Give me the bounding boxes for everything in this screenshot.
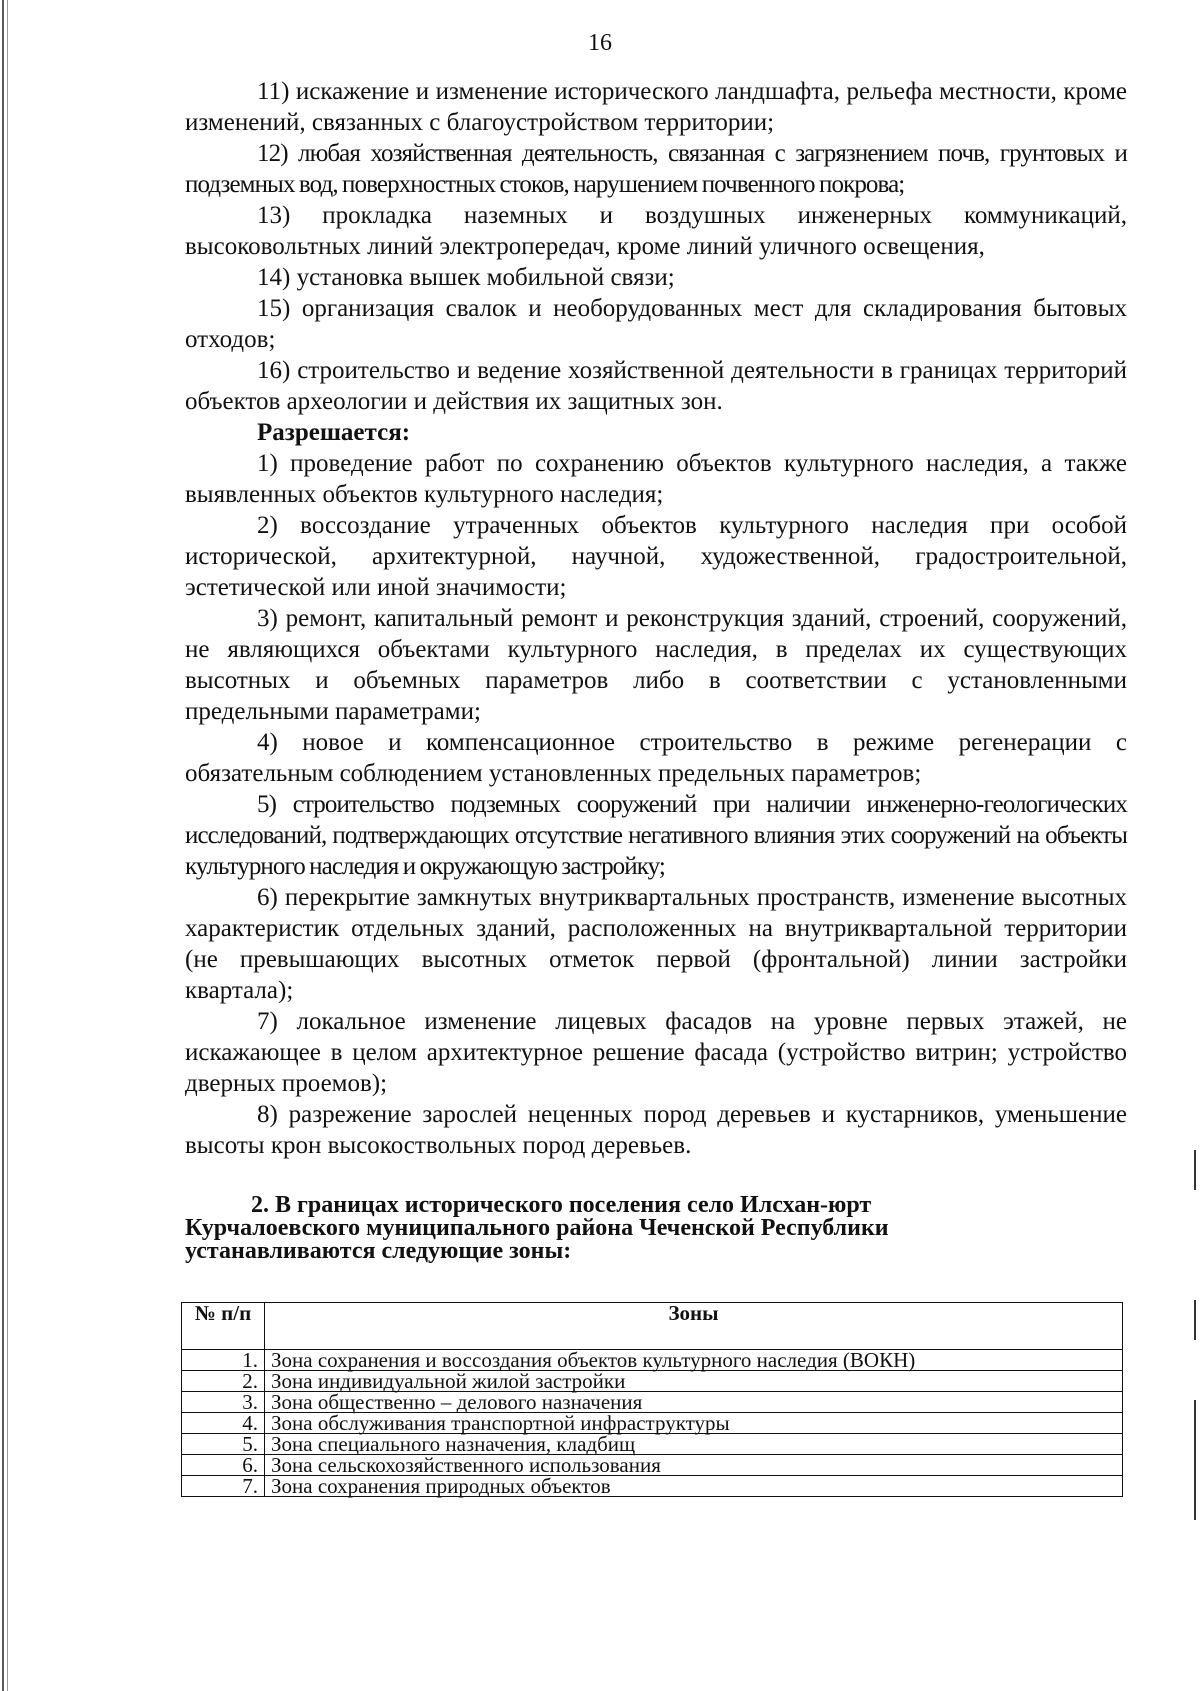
allowed-heading: Разрешается:: [257, 419, 411, 446]
zone-name: Зона сохранения и воссоздания объектов культурного наследия (ВОКН): [265, 1350, 1123, 1371]
scan-edge-line: [2, 0, 4, 1691]
number-column-header: № п/п: [182, 1303, 265, 1350]
paragraph: 3) ремонт, капитальный ремонт и реконструкция зданий, строений, сооружений, не являющихся объектами культурного наследия, в пределах их существующих высотных и объемных параметров либо в соответствии с установленными предельными параметрами;: [185, 605, 1127, 725]
zone-name: Зона сохранения природных объектов: [265, 1476, 1123, 1497]
row-number: 6.: [182, 1455, 265, 1476]
paragraph: 11) искажение и изменение исторического ландшафта, рельефа местности, кроме изменений, связанных с благоустройством территории;: [185, 78, 1127, 136]
paragraph: 2) воссоздание утраченных объектов культурного наследия при особой исторической, архитектурной, научной, художественной, градостроительной, эстетической или иной значимости;: [185, 512, 1127, 601]
scan-mark: [1194, 1300, 1196, 1340]
scan-mark: [1194, 1400, 1196, 1520]
row-number: 5.: [182, 1434, 265, 1455]
zone-name: Зона специального назначения, кладбищ: [265, 1434, 1123, 1455]
table-row: [182, 1434, 1123, 1455]
zones-table: [181, 1302, 1123, 1497]
paragraph: 8) разрежение зарослей неценных пород деревьев и кустарников, уменьшение высоты крон высокоствольных пород деревьев.: [185, 1101, 1127, 1159]
row-number: 2.: [182, 1371, 265, 1392]
zone-name: Зона сельскохозяйственного использования: [265, 1455, 1123, 1476]
row-number: 4.: [182, 1413, 265, 1434]
table-row: [182, 1476, 1123, 1497]
paragraph: 5) строительство подземных сооружений при наличии инженерно-геологических исследований, подтверждающих отсутствие негативного влияния этих сооружений на объекты культурного наследия и окружающую застройку;: [185, 791, 1127, 880]
row-number: 7.: [182, 1476, 265, 1497]
paragraph: 14) установка вышек мобильной связи;: [257, 264, 675, 291]
paragraph: 7) локальное изменение лицевых фасадов на уровне первых этажей, не искажающее в целом архитектурное решение фасада (устройство витрин; устройство дверных проемов);: [185, 1008, 1127, 1097]
table-row: [182, 1455, 1123, 1476]
table-header-row: [182, 1303, 1123, 1350]
section-heading-line: 2. В границах исторического поселения село Илсхан-юрт: [251, 1192, 872, 1218]
scan-edge-line: [7, 0, 8, 1691]
paragraph: 15) организация свалок и необорудованных мест для складирования бытовых отходов;: [185, 295, 1127, 353]
row-number: 3.: [182, 1392, 265, 1413]
paragraph: 12) любая хозяйственная деятельность, связанная с загрязнением почв, грунтовых и подземных вод, поверхностных стоков, нарушением почвенного покрова;: [185, 140, 1127, 198]
row-number: 1.: [182, 1350, 265, 1371]
zone-name: Зона общественно – делового назначения: [265, 1392, 1123, 1413]
paragraph: 16) строительство и ведение хозяйственной деятельности в границах территорий объектов археологии и действия их защитных зон.: [185, 357, 1127, 415]
section-heading-line: Курчалоевского муниципального района Чеченской Республики: [185, 1215, 889, 1241]
document-body: [185, 76, 1127, 1263]
paragraph: 4) новое и компенсационное строительство в режиме регенерации с обязательным соблюдением установленных предельных параметров;: [185, 729, 1127, 787]
section-heading-line: устанавливаются следующие зоны:: [185, 1238, 572, 1264]
zone-column-header: Зоны: [265, 1303, 1123, 1350]
table-row: [182, 1371, 1123, 1392]
paragraph: 1) проведение работ по сохранению объектов культурного наследия, а также выявленных объектов культурного наследия;: [185, 450, 1127, 508]
zone-name: Зона индивидуальной жилой застройки: [265, 1371, 1123, 1392]
section-heading: [185, 1194, 1127, 1263]
paragraph: 13) прокладка наземных и воздушных инженерных коммуникаций, высоковольтных линий электропередач, кроме линий уличного освещения,: [185, 202, 1127, 260]
table-row: [182, 1392, 1123, 1413]
table-row: [182, 1350, 1123, 1371]
paragraph: 6) перекрытие замкнутых внутриквартальных пространств, изменение высотных характеристик отдельных зданий, расположенных на внутриквартальной территории (не превышающих высотных отметок первой (фронтальной) линии застройки квартала);: [185, 884, 1127, 1004]
page-number: 16: [588, 30, 612, 56]
zone-name: Зона обслуживания транспортной инфраструктуры: [265, 1413, 1123, 1434]
scan-mark: [1194, 1150, 1196, 1190]
table-row: [182, 1413, 1123, 1434]
